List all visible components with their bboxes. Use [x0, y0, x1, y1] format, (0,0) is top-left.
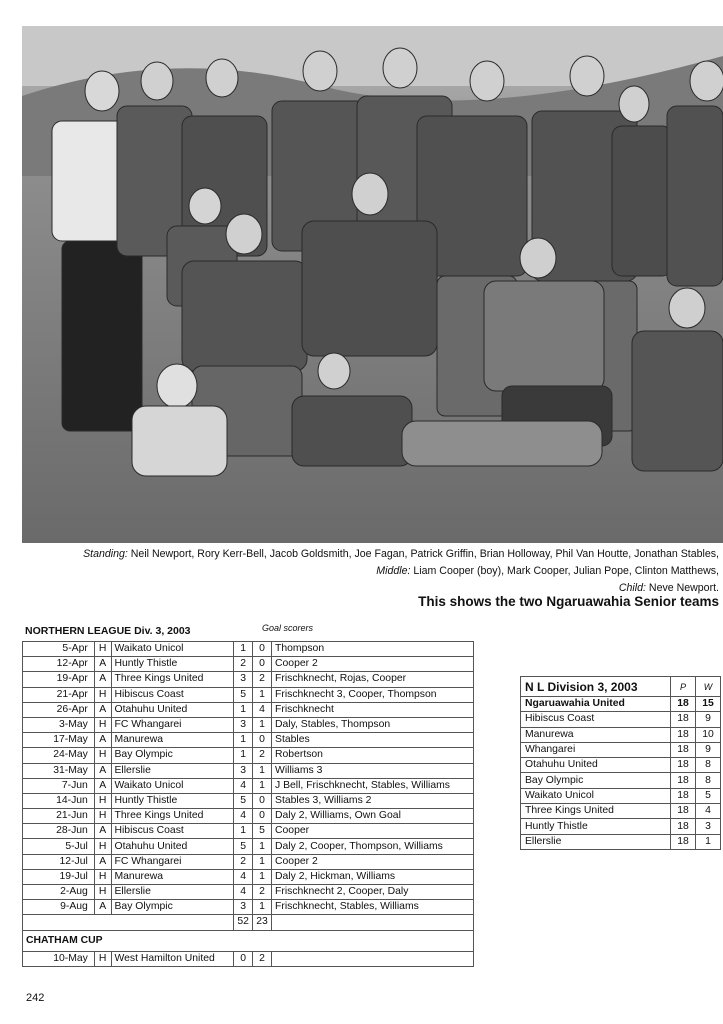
match-scorers: Frischknecht: [272, 702, 474, 717]
match-row: [23, 809, 474, 824]
match-goals-for: 1: [234, 748, 253, 763]
standings-played: 18: [671, 773, 696, 788]
match-date: 21-Apr: [23, 687, 95, 702]
match-venue: H: [94, 717, 111, 732]
standings-row: [521, 758, 721, 773]
match-date: 31-May: [23, 763, 95, 778]
match-opponent: Hibiscus Coast: [111, 687, 234, 702]
match-scorers: Frischknecht, Stables, Williams: [272, 900, 474, 915]
caption-middle: [19, 563, 719, 580]
totals-spacer-right: [272, 915, 474, 930]
standings-col-p: P: [671, 677, 696, 697]
match-date: 3-May: [23, 717, 95, 732]
standings-team: Otahuhu United: [521, 758, 671, 773]
standings-played: 18: [671, 742, 696, 757]
match-opponent: Huntly Thistle: [111, 793, 234, 808]
page-number: 242: [26, 992, 45, 1004]
standings-team: Ellerslie: [521, 834, 671, 849]
standings-team: Manurewa: [521, 727, 671, 742]
match-goals-against: 1: [253, 687, 272, 702]
match-row: [23, 657, 474, 672]
match-venue: H: [94, 869, 111, 884]
match-date: 26-Apr: [23, 702, 95, 717]
match-scorers: Stables 3, Williams 2: [272, 793, 474, 808]
standings-won: 15: [696, 697, 721, 712]
match-venue: A: [94, 763, 111, 778]
match-scorers: Cooper: [272, 824, 474, 839]
cup-match-venue: H: [94, 951, 111, 966]
standings-body: [521, 677, 721, 850]
match-venue: A: [94, 900, 111, 915]
match-goals-against: 1: [253, 900, 272, 915]
match-goals-for: 5: [234, 687, 253, 702]
match-opponent: Bay Olympic: [111, 900, 234, 915]
match-scorers: Frischknecht 2, Cooper, Daly: [272, 885, 474, 900]
match-row: [23, 763, 474, 778]
team-photo-illustration: [22, 26, 723, 543]
match-date: 19-Jul: [23, 869, 95, 884]
standings-row: [521, 773, 721, 788]
standings-won: 9: [696, 742, 721, 757]
standings-team: Whangarei: [521, 742, 671, 757]
standings-team: Three Kings United: [521, 804, 671, 819]
standings-team: Bay Olympic: [521, 773, 671, 788]
match-date: 21-Jun: [23, 809, 95, 824]
match-goals-against: 5: [253, 824, 272, 839]
match-date: 14-Jun: [23, 793, 95, 808]
standings-won: 1: [696, 834, 721, 849]
match-row: [23, 733, 474, 748]
match-date: 28-Jun: [23, 824, 95, 839]
match-goals-against: 1: [253, 854, 272, 869]
team-photo: [22, 26, 723, 543]
match-scorers: Daly 2, Cooper, Thompson, Williams: [272, 839, 474, 854]
totals-spacer: [23, 915, 234, 930]
match-date: 7-Jun: [23, 778, 95, 793]
match-row: [23, 793, 474, 808]
standings-row: [521, 697, 721, 712]
match-scorers: Thompson: [272, 642, 474, 657]
results-body: [23, 642, 474, 967]
caption-middle-label: Middle:: [376, 565, 411, 577]
match-date: 12-Apr: [23, 657, 95, 672]
match-opponent: Huntly Thistle: [111, 657, 234, 672]
match-goals-against: 0: [253, 657, 272, 672]
match-venue: A: [94, 854, 111, 869]
match-row: [23, 824, 474, 839]
standings-won: 5: [696, 788, 721, 803]
match-scorers: Williams 3: [272, 763, 474, 778]
standings-played: 18: [671, 727, 696, 742]
match-goals-against: 2: [253, 748, 272, 763]
match-venue: A: [94, 657, 111, 672]
match-goals-for: 1: [234, 733, 253, 748]
match-venue: H: [94, 687, 111, 702]
match-date: 5-Apr: [23, 642, 95, 657]
match-goals-for: 2: [234, 854, 253, 869]
standings-row: [521, 712, 721, 727]
match-row: [23, 748, 474, 763]
standings-won: 8: [696, 758, 721, 773]
match-scorers: Daly, Stables, Thompson: [272, 717, 474, 732]
match-row: [23, 687, 474, 702]
match-goals-against: 2: [253, 885, 272, 900]
match-row: [23, 702, 474, 717]
cup-match-opponent: West Hamilton United: [111, 951, 234, 966]
cup-goals-for: 0: [234, 951, 253, 966]
match-row: [23, 869, 474, 884]
match-goals-for: 5: [234, 839, 253, 854]
cup-goals-against: 2: [253, 951, 272, 966]
match-opponent: Hibiscus Coast: [111, 824, 234, 839]
match-date: 17-May: [23, 733, 95, 748]
standings-won: 8: [696, 773, 721, 788]
match-opponent: Waikato Unicol: [111, 778, 234, 793]
match-goals-for: 1: [234, 642, 253, 657]
match-goals-for: 3: [234, 900, 253, 915]
match-goals-against: 0: [253, 809, 272, 824]
cup-match-row: [23, 951, 474, 966]
match-row: [23, 778, 474, 793]
match-goals-for: 3: [234, 672, 253, 687]
standings-table: [520, 676, 721, 850]
caption-standing-names: Neil Newport, Rory Kerr-Bell, Jacob Goldsmith, Joe Fagan, Patrick Griffin, Brian Holloway, Phil Van Houtte, Jonathan Stables,: [130, 548, 719, 560]
standings-played: 18: [671, 758, 696, 773]
match-opponent: Otahuhu United: [111, 702, 234, 717]
match-goals-against: 1: [253, 839, 272, 854]
caption-standing: [19, 546, 719, 563]
match-row: [23, 642, 474, 657]
match-row: [23, 717, 474, 732]
goal-scorers-label: Goal scorers: [262, 623, 314, 633]
match-venue: H: [94, 839, 111, 854]
total-goals-against: 23: [253, 915, 272, 930]
standings-played: 18: [671, 788, 696, 803]
standings-team: Waikato Unicol: [521, 788, 671, 803]
match-goals-against: 0: [253, 733, 272, 748]
match-venue: H: [94, 885, 111, 900]
match-goals-for: 3: [234, 717, 253, 732]
standings-row: [521, 834, 721, 849]
match-venue: A: [94, 733, 111, 748]
match-venue: H: [94, 642, 111, 657]
standings-played: 18: [671, 712, 696, 727]
standings-row: [521, 819, 721, 834]
match-row: [23, 672, 474, 687]
match-opponent: Manurewa: [111, 733, 234, 748]
match-venue: A: [94, 778, 111, 793]
match-scorers: Daly 2, Hickman, Williams: [272, 869, 474, 884]
standings-team: Ngaruawahia United: [521, 697, 671, 712]
match-row: [23, 900, 474, 915]
caption-child-names: Neve Newport.: [648, 582, 719, 594]
standings-won: 10: [696, 727, 721, 742]
match-scorers: Stables: [272, 733, 474, 748]
standings-row: [521, 727, 721, 742]
caption-standing-label: Standing:: [83, 548, 128, 560]
match-goals-against: 1: [253, 763, 272, 778]
match-goals-for: 3: [234, 763, 253, 778]
match-goals-for: 4: [234, 869, 253, 884]
match-opponent: FC Whangarei: [111, 854, 234, 869]
match-goals-against: 1: [253, 717, 272, 732]
match-venue: A: [94, 824, 111, 839]
cup-header-row: [23, 930, 474, 951]
cup-scorers: [272, 951, 474, 966]
standings-team: Huntly Thistle: [521, 819, 671, 834]
match-date: 19-Apr: [23, 672, 95, 687]
league-title: NORTHERN LEAGUE Div. 3, 2003: [25, 625, 191, 637]
standings-played: 18: [671, 697, 696, 712]
caption-middle-names: Liam Cooper (boy), Mark Cooper, Julian Pope, Clinton Matthews,: [413, 565, 719, 577]
cup-match-date: 10-May: [23, 951, 95, 966]
standings-title: N L Division 3, 2003: [521, 677, 671, 697]
match-goals-against: 0: [253, 642, 272, 657]
match-venue: H: [94, 793, 111, 808]
total-goals-for: 52: [234, 915, 253, 930]
photo-caption: [19, 546, 719, 597]
match-row: [23, 854, 474, 869]
match-goals-for: 1: [234, 824, 253, 839]
match-scorers: Frischknecht, Rojas, Cooper: [272, 672, 474, 687]
standings-played: 18: [671, 834, 696, 849]
match-opponent: Three Kings United: [111, 672, 234, 687]
totals-row: [23, 915, 474, 930]
cup-title: CHATHAM CUP: [23, 930, 474, 951]
standings-played: 18: [671, 819, 696, 834]
match-goals-for: 5: [234, 793, 253, 808]
match-opponent: Waikato Unicol: [111, 642, 234, 657]
match-goals-against: 4: [253, 702, 272, 717]
match-date: 12-Jul: [23, 854, 95, 869]
caption-title: This shows the two Ngaruawahia Senior teams: [418, 594, 719, 609]
standings-played: 18: [671, 804, 696, 819]
match-goals-against: 2: [253, 672, 272, 687]
match-goals-for: 2: [234, 657, 253, 672]
match-goals-against: 0: [253, 793, 272, 808]
match-scorers: Daly 2, Williams, Own Goal: [272, 809, 474, 824]
match-opponent: Three Kings United: [111, 809, 234, 824]
match-scorers: Robertson: [272, 748, 474, 763]
match-venue: H: [94, 809, 111, 824]
match-opponent: FC Whangarei: [111, 717, 234, 732]
match-date: 9-Aug: [23, 900, 95, 915]
results-table: [22, 641, 474, 967]
standings-row: [521, 804, 721, 819]
match-opponent: Otahuhu United: [111, 839, 234, 854]
match-venue: A: [94, 702, 111, 717]
match-opponent: Bay Olympic: [111, 748, 234, 763]
standings-team: Hibiscus Coast: [521, 712, 671, 727]
match-goals-against: 1: [253, 869, 272, 884]
match-goals-for: 4: [234, 778, 253, 793]
match-opponent: Ellerslie: [111, 885, 234, 900]
match-scorers: Cooper 2: [272, 657, 474, 672]
match-date: 5-Jul: [23, 839, 95, 854]
match-goals-for: 4: [234, 885, 253, 900]
match-row: [23, 839, 474, 854]
standings-header-row: [521, 677, 721, 697]
standings-col-w: W: [696, 677, 721, 697]
match-date: 2-Aug: [23, 885, 95, 900]
standings-row: [521, 742, 721, 757]
match-scorers: Cooper 2: [272, 854, 474, 869]
match-goals-for: 1: [234, 702, 253, 717]
match-date: 24-May: [23, 748, 95, 763]
match-opponent: Ellerslie: [111, 763, 234, 778]
match-goals-against: 1: [253, 778, 272, 793]
match-goals-for: 4: [234, 809, 253, 824]
standings-won: 9: [696, 712, 721, 727]
standings-won: 3: [696, 819, 721, 834]
match-venue: A: [94, 672, 111, 687]
match-venue: H: [94, 748, 111, 763]
match-row: [23, 885, 474, 900]
match-opponent: Manurewa: [111, 869, 234, 884]
standings-row: [521, 788, 721, 803]
match-scorers: J Bell, Frischknecht, Stables, Williams: [272, 778, 474, 793]
match-scorers: Frischknecht 3, Cooper, Thompson: [272, 687, 474, 702]
caption-child-label: Child:: [618, 582, 646, 594]
standings-won: 4: [696, 804, 721, 819]
